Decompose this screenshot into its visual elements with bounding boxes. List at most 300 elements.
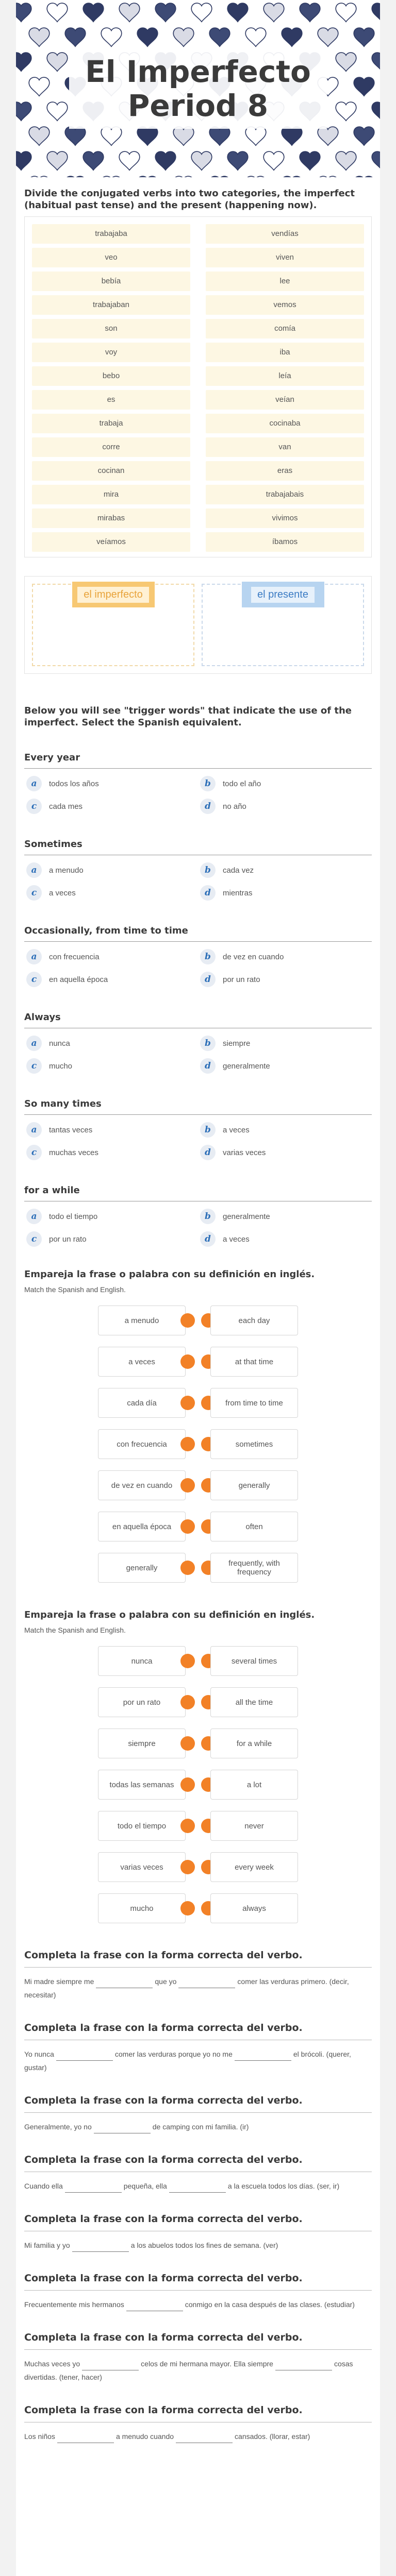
connector-dot[interactable]	[180, 1860, 195, 1874]
matching-right-item[interactable]: never	[210, 1811, 298, 1841]
mc-question-title: Sometimes	[24, 839, 372, 855]
connector-dot[interactable]	[180, 1519, 195, 1534]
heart-icon	[191, 3, 212, 22]
matching-left-item[interactable]: en aquella época	[98, 1512, 186, 1541]
matching-right-item[interactable]: at that time	[210, 1347, 298, 1377]
matching-row	[24, 1888, 372, 1929]
heart-icon	[209, 176, 230, 177]
mc-option[interactable]	[24, 1035, 198, 1052]
option-letter: a	[26, 1209, 42, 1224]
fill-in-question	[24, 2273, 372, 2311]
matching-right-item[interactable]: from time to time	[210, 1388, 298, 1418]
heart-icon	[227, 3, 248, 22]
matching-title: Empareja la frase o palabra con su definición en inglés.	[24, 1609, 315, 1620]
option-text: todo el año	[223, 779, 261, 788]
matching-left-item[interactable]: todo el tiempo	[98, 1811, 186, 1841]
fill-in-sentence	[24, 1975, 372, 2002]
mc-option[interactable]	[198, 861, 372, 879]
matching-right-item[interactable]: all the time	[210, 1687, 298, 1717]
answer-blank[interactable]	[178, 1979, 235, 1988]
matching-row	[24, 1341, 372, 1382]
option-text: generalmente	[223, 1212, 270, 1221]
sentence-part: comer las verduras porque yo no me	[114, 2050, 233, 2058]
matching-right-item[interactable]: for a while	[210, 1728, 298, 1758]
mc-options	[24, 1035, 372, 1075]
heart-icon	[65, 28, 86, 46]
verb-card[interactable]: trabajaban	[32, 295, 190, 315]
matching-left-item[interactable]: a menudo	[98, 1306, 186, 1335]
option-text: a veces	[223, 1125, 250, 1134]
verb-card[interactable]: vemos	[206, 295, 364, 315]
mc-option[interactable]	[198, 948, 372, 965]
option-text: cada mes	[49, 802, 83, 811]
heart-icon	[372, 102, 380, 121]
verb-card[interactable]: lee	[206, 272, 364, 291]
sentence-part: a la escuela todos los días. (ser, ir)	[227, 2182, 340, 2190]
verb-card[interactable]: es	[32, 390, 190, 410]
matching-right-item[interactable]: a lot	[210, 1770, 298, 1800]
verb-card[interactable]: bebía	[32, 272, 190, 291]
option-text: a menudo	[49, 866, 84, 875]
option-text: de vez en cuando	[223, 952, 284, 961]
option-text: a veces	[49, 888, 76, 897]
fill-in-sentence	[24, 2430, 372, 2443]
fill-in-section	[24, 1950, 372, 2443]
matching-row	[24, 1382, 372, 1423]
matching-left-item[interactable]: con frecuencia	[98, 1429, 186, 1459]
mc-option[interactable]	[24, 1208, 198, 1225]
answer-blank[interactable]	[235, 2052, 291, 2061]
sentence-part: celos de mi hermana mayor. Ella siempre	[141, 2360, 273, 2368]
fill-in-question	[24, 2022, 372, 2074]
heart-icon	[282, 176, 302, 177]
fill-in-sentence	[24, 2120, 372, 2133]
category-label-presente: el presente	[242, 582, 324, 607]
mc-question	[24, 1185, 372, 1248]
matching-left-item[interactable]: por un rato	[98, 1687, 186, 1717]
heart-icon	[263, 3, 284, 22]
matching-row	[24, 1640, 372, 1682]
mc-question	[24, 1098, 372, 1161]
connector-dot[interactable]	[180, 1354, 195, 1369]
matching-exercise	[24, 1268, 372, 1588]
verb-card[interactable]: leía	[206, 366, 364, 386]
heart-icon	[119, 151, 140, 170]
heart-icon	[29, 176, 50, 177]
sentence-part: conmigo en la casa después de las clases. (estudiar)	[185, 2300, 355, 2309]
multiple-choice-section	[24, 752, 372, 1248]
answer-blank[interactable]	[176, 2434, 233, 2443]
option-letter: a	[26, 949, 42, 964]
connector-dot[interactable]	[180, 1396, 195, 1410]
matching-right-item[interactable]: often	[210, 1512, 298, 1541]
option-letter: b	[200, 776, 216, 791]
matching-row	[24, 1300, 372, 1341]
answer-blank[interactable]	[96, 1979, 153, 1988]
heart-icon	[83, 3, 104, 22]
matching-row	[24, 1764, 372, 1805]
connector-dot[interactable]	[180, 1736, 195, 1751]
mc-options	[24, 1208, 372, 1248]
mc-options	[24, 948, 372, 988]
mc-option[interactable]	[198, 775, 372, 792]
mc-option[interactable]	[24, 1144, 198, 1161]
connector-dot[interactable]	[180, 1777, 195, 1792]
fill-in-question	[24, 2404, 372, 2443]
mc-question-title: Every year	[24, 752, 372, 769]
fill-in-question	[24, 2332, 372, 2384]
matching-exercise	[24, 1609, 372, 1929]
answer-blank[interactable]	[275, 2361, 332, 2370]
heart-icon	[227, 151, 248, 170]
connector-dot[interactable]	[180, 1437, 195, 1451]
fill-in-title: Completa la frase con la forma correcta del verbo.	[24, 2404, 372, 2422]
fill-in-title: Completa la frase con la forma correcta del verbo.	[24, 2273, 372, 2291]
verb-card[interactable]: bebo	[32, 366, 190, 386]
matching-row	[24, 1547, 372, 1588]
verb-card[interactable]: cocinan	[32, 461, 190, 481]
mc-question	[24, 839, 372, 902]
verb-card[interactable]: comía	[206, 319, 364, 338]
mc-option[interactable]	[24, 1230, 198, 1248]
matching-title: Empareja la frase o palabra con su definición en inglés.	[24, 1269, 315, 1280]
heart-icon	[354, 28, 374, 46]
heart-icon	[263, 151, 284, 170]
mc-option[interactable]	[198, 884, 372, 902]
option-text: por un rato	[223, 975, 260, 984]
option-text: mucho	[49, 1061, 73, 1071]
mc-option[interactable]	[198, 1208, 372, 1225]
matching-right-item[interactable]: always	[210, 1893, 298, 1923]
mc-question	[24, 752, 372, 815]
heart-icon	[300, 151, 320, 170]
fill-in-sentence	[24, 2239, 372, 2252]
heart-icon	[336, 53, 356, 71]
matching-row	[24, 1846, 372, 1888]
verb-card[interactable]: mirabas	[32, 509, 190, 528]
matching-right-item[interactable]: frequently, with frequency	[210, 1553, 298, 1583]
matching-right-item[interactable]: sometimes	[210, 1429, 298, 1459]
heart-icon	[372, 53, 380, 71]
matching-left-item[interactable]: mucho	[98, 1893, 186, 1923]
option-text: generalmente	[223, 1061, 270, 1071]
matching-row	[24, 1423, 372, 1465]
heart-icon	[29, 127, 50, 145]
heart-icon	[29, 77, 50, 96]
mc-option[interactable]	[24, 1121, 198, 1139]
matching-left-item[interactable]: cada día	[98, 1388, 186, 1418]
sort-instructions: Divide the conjugated verbs into two categories, the imperfect (habitual past tense) and the present (happening now).	[24, 188, 355, 211]
mc-option[interactable]	[198, 1144, 372, 1161]
answer-blank[interactable]	[57, 2434, 114, 2443]
matching-row	[24, 1465, 372, 1506]
matching-section	[24, 1268, 372, 1929]
connector-dot[interactable]	[180, 1313, 195, 1328]
option-letter: b	[200, 1209, 216, 1224]
sentence-part: cansados. (llorar, estar)	[235, 2432, 310, 2441]
option-letter: c	[26, 799, 42, 814]
heart-icon	[336, 151, 356, 170]
matching-right-item[interactable]: every week	[210, 1852, 298, 1882]
sentence-part: Mi madre siempre me	[24, 1977, 94, 1986]
connector-dot[interactable]	[180, 1901, 195, 1916]
option-letter: a	[26, 1036, 42, 1051]
heart-icon	[354, 176, 374, 177]
option-text: mientras	[223, 888, 253, 897]
matching-row	[24, 1506, 372, 1547]
fill-in-question	[24, 2213, 372, 2252]
heart-icon	[372, 3, 380, 22]
heart-icon	[173, 28, 194, 46]
sentence-part: a los abuelos todos los fines de semana. (ver)	[130, 2241, 278, 2249]
heart-icon	[47, 3, 68, 22]
option-text: no año	[223, 802, 246, 811]
mc-question	[24, 1012, 372, 1075]
option-letter: a	[26, 862, 42, 878]
heart-icon	[173, 127, 194, 145]
sentence-part: Muchas veces yo	[24, 2360, 80, 2368]
option-text: todo el tiempo	[49, 1212, 98, 1221]
mc-option[interactable]	[198, 971, 372, 988]
option-letter: b	[200, 949, 216, 964]
matching-left-item[interactable]: varias veces	[98, 1852, 186, 1882]
verb-card[interactable]: vivimos	[206, 509, 364, 528]
matching-row	[24, 1723, 372, 1764]
heart-icon	[137, 28, 158, 46]
page-title	[69, 55, 327, 123]
heart-icon	[155, 3, 176, 22]
fill-in-question	[24, 2154, 372, 2193]
heart-icon	[65, 127, 86, 145]
heart-icon	[29, 28, 50, 46]
option-text: cada vez	[223, 866, 254, 875]
option-text: muchas veces	[49, 1148, 98, 1157]
heart-icon	[16, 53, 31, 71]
heart-icon	[209, 28, 230, 46]
drop-zone-presente[interactable]	[202, 584, 364, 666]
mc-option[interactable]	[24, 971, 198, 988]
option-letter: c	[26, 1231, 42, 1247]
mc-options	[24, 775, 372, 815]
fill-in-title: Completa la frase con la forma correcta del verbo.	[24, 2022, 372, 2040]
matching-left-item[interactable]: nunca	[98, 1646, 186, 1676]
heart-icon	[318, 28, 338, 46]
matching-subtitle: Match the Spanish and English.	[24, 1626, 126, 1634]
verb-card[interactable]: viven	[206, 248, 364, 267]
heart-icon	[137, 176, 158, 177]
verb-card[interactable]: mira	[32, 485, 190, 504]
verb-card[interactable]: son	[32, 319, 190, 338]
mc-option[interactable]	[198, 798, 372, 815]
verb-card[interactable]: iba	[206, 343, 364, 362]
heart-icon	[282, 127, 302, 145]
heart-icon	[173, 176, 194, 177]
mc-question-title: Occasionally, from time to time	[24, 925, 372, 942]
connector-dot[interactable]	[180, 1561, 195, 1575]
mc-option[interactable]	[198, 1230, 372, 1248]
connector-dot[interactable]	[180, 1478, 195, 1493]
mc-option[interactable]	[24, 948, 198, 965]
mc-option[interactable]	[24, 775, 198, 792]
verb-card[interactable]: íbamos	[206, 532, 364, 552]
mc-options	[24, 861, 372, 902]
mc-question-title: Always	[24, 1012, 372, 1028]
heart-icon	[65, 176, 86, 177]
title-line-2: Period 8	[127, 88, 269, 123]
option-text: en aquella época	[49, 975, 108, 984]
sentence-part: a menudo cuando	[116, 2432, 174, 2441]
verb-card[interactable]: eras	[206, 461, 364, 481]
answer-blank[interactable]	[65, 2183, 122, 2193]
heart-icon	[318, 127, 338, 145]
verb-card[interactable]: trabaja	[32, 414, 190, 433]
verb-card[interactable]: voy	[32, 343, 190, 362]
sentence-part: Frecuentemente mis hermanos	[24, 2300, 124, 2309]
header-banner	[16, 0, 380, 177]
verb-card[interactable]: vendías	[206, 224, 364, 244]
fill-in-title: Completa la frase con la forma correcta del verbo.	[24, 2095, 372, 2113]
matching-subtitle: Match the Spanish and English.	[24, 1285, 126, 1294]
mc-options	[24, 1121, 372, 1161]
fill-in-question	[24, 2095, 372, 2133]
heart-icon	[47, 102, 68, 121]
heart-icon	[245, 127, 266, 145]
answer-blank[interactable]	[169, 2183, 226, 2193]
mc-question-title: So many times	[24, 1098, 372, 1115]
heart-icon	[16, 102, 31, 121]
verb-card[interactable]: van	[206, 437, 364, 457]
verb-card[interactable]: veo	[32, 248, 190, 267]
heart-icon	[137, 127, 158, 145]
option-text: con frecuencia	[49, 952, 100, 961]
option-letter: c	[26, 1145, 42, 1160]
mc-option[interactable]	[198, 1057, 372, 1075]
heart-icon	[16, 151, 31, 170]
category-label-imperfecto: el imperfecto	[72, 582, 155, 607]
verb-card[interactable]: cocinaba	[206, 414, 364, 433]
sentence-part: cosas divertidas. (tener, hacer)	[24, 2360, 353, 2381]
fill-in-title: Completa la frase con la forma correcta del verbo.	[24, 2213, 372, 2231]
option-letter: d	[200, 1231, 216, 1247]
heart-icon	[336, 102, 356, 121]
fill-in-title: Completa la frase con la forma correcta del verbo.	[24, 1950, 372, 1968]
heart-icon	[318, 176, 338, 177]
connector-dot[interactable]	[180, 1654, 195, 1668]
option-letter: c	[26, 885, 42, 901]
option-text: todos los años	[49, 779, 99, 788]
answer-blank[interactable]	[94, 2124, 151, 2133]
fill-in-sentence	[24, 2357, 372, 2384]
mc-option[interactable]	[24, 884, 198, 902]
sentence-part: comer las verduras primero. (decir, necesitar)	[24, 1977, 349, 1999]
heart-icon	[245, 176, 266, 177]
answer-blank[interactable]	[72, 2243, 129, 2252]
heart-icon	[47, 151, 68, 170]
fill-in-question	[24, 1950, 372, 2002]
option-letter: c	[26, 972, 42, 987]
connector-dot[interactable]	[180, 1695, 195, 1709]
option-text: siempre	[223, 1039, 251, 1048]
sentence-part: de camping con mi familia. (ir)	[152, 2123, 249, 2131]
heart-icon	[209, 127, 230, 145]
option-letter: d	[200, 972, 216, 987]
option-letter: a	[26, 776, 42, 791]
drop-zone-imperfecto[interactable]	[32, 584, 194, 666]
matching-row	[24, 1682, 372, 1723]
worksheet-page	[16, 0, 380, 2576]
mc-question	[24, 925, 372, 988]
mc-option[interactable]	[24, 798, 198, 815]
mc-question-title: for a while	[24, 1185, 372, 1201]
option-letter: d	[200, 799, 216, 814]
matching-left-item[interactable]: siempre	[98, 1728, 186, 1758]
sentence-part: pequeña, ella	[123, 2182, 167, 2190]
heart-icon	[83, 151, 104, 170]
heart-icon	[47, 53, 68, 71]
option-text: a veces	[223, 1234, 250, 1244]
answer-blank[interactable]	[126, 2302, 183, 2311]
heart-icon	[336, 3, 356, 22]
verb-card[interactable]: veían	[206, 390, 364, 410]
heart-icon	[282, 28, 302, 46]
sentence-part: Mi familia y yo	[24, 2241, 70, 2249]
matching-left-item[interactable]: generally	[98, 1553, 186, 1583]
answer-blank[interactable]	[82, 2361, 139, 2370]
matching-left-item[interactable]: a veces	[98, 1347, 186, 1377]
answer-blank[interactable]	[56, 2052, 113, 2061]
sentence-part: que yo	[155, 1977, 177, 1986]
heart-icon	[16, 3, 31, 22]
mc-option[interactable]	[24, 861, 198, 879]
matching-right-item[interactable]: several times	[210, 1646, 298, 1676]
option-text: varias veces	[223, 1148, 266, 1157]
heart-icon	[155, 151, 176, 170]
fill-in-sentence	[24, 2298, 372, 2311]
heart-icon	[119, 3, 140, 22]
option-letter: b	[200, 1122, 216, 1138]
option-letter: d	[200, 1145, 216, 1160]
option-letter: d	[200, 1058, 216, 1074]
mc-option[interactable]	[198, 1121, 372, 1139]
matching-left-item[interactable]: de vez en cuando	[98, 1470, 186, 1500]
heart-icon	[101, 28, 122, 46]
verb-card[interactable]: trabajabais	[206, 485, 364, 504]
sentence-part: Yo nunca	[24, 2050, 54, 2058]
option-letter: a	[26, 1122, 42, 1138]
heart-icon	[354, 127, 374, 145]
sentence-part: Cuando ella	[24, 2182, 63, 2190]
mc-option[interactable]	[198, 1035, 372, 1052]
category-drop-area	[24, 576, 372, 674]
heart-icon	[372, 151, 380, 170]
option-letter: b	[200, 1036, 216, 1051]
verb-card[interactable]: trabajaba	[32, 224, 190, 244]
option-letter: d	[200, 885, 216, 901]
verb-card[interactable]: corre	[32, 437, 190, 457]
matching-left-item[interactable]: todas las semanas	[98, 1770, 186, 1800]
connector-dot[interactable]	[180, 1819, 195, 1833]
sentence-part: el brócoli. (querer, gustar)	[24, 2050, 351, 2072]
sentence-part: Generalmente, yo no	[24, 2123, 92, 2131]
fill-in-sentence	[24, 2047, 372, 2074]
sentence-part: Los niños	[24, 2432, 55, 2441]
verb-card[interactable]: veíamos	[32, 532, 190, 552]
option-text: por un rato	[49, 1234, 87, 1244]
matching-right-item[interactable]: generally	[210, 1470, 298, 1500]
mc-option[interactable]	[24, 1057, 198, 1075]
fill-in-title: Completa la frase con la forma correcta del verbo.	[24, 2154, 372, 2172]
matching-right-item[interactable]: each day	[210, 1306, 298, 1335]
